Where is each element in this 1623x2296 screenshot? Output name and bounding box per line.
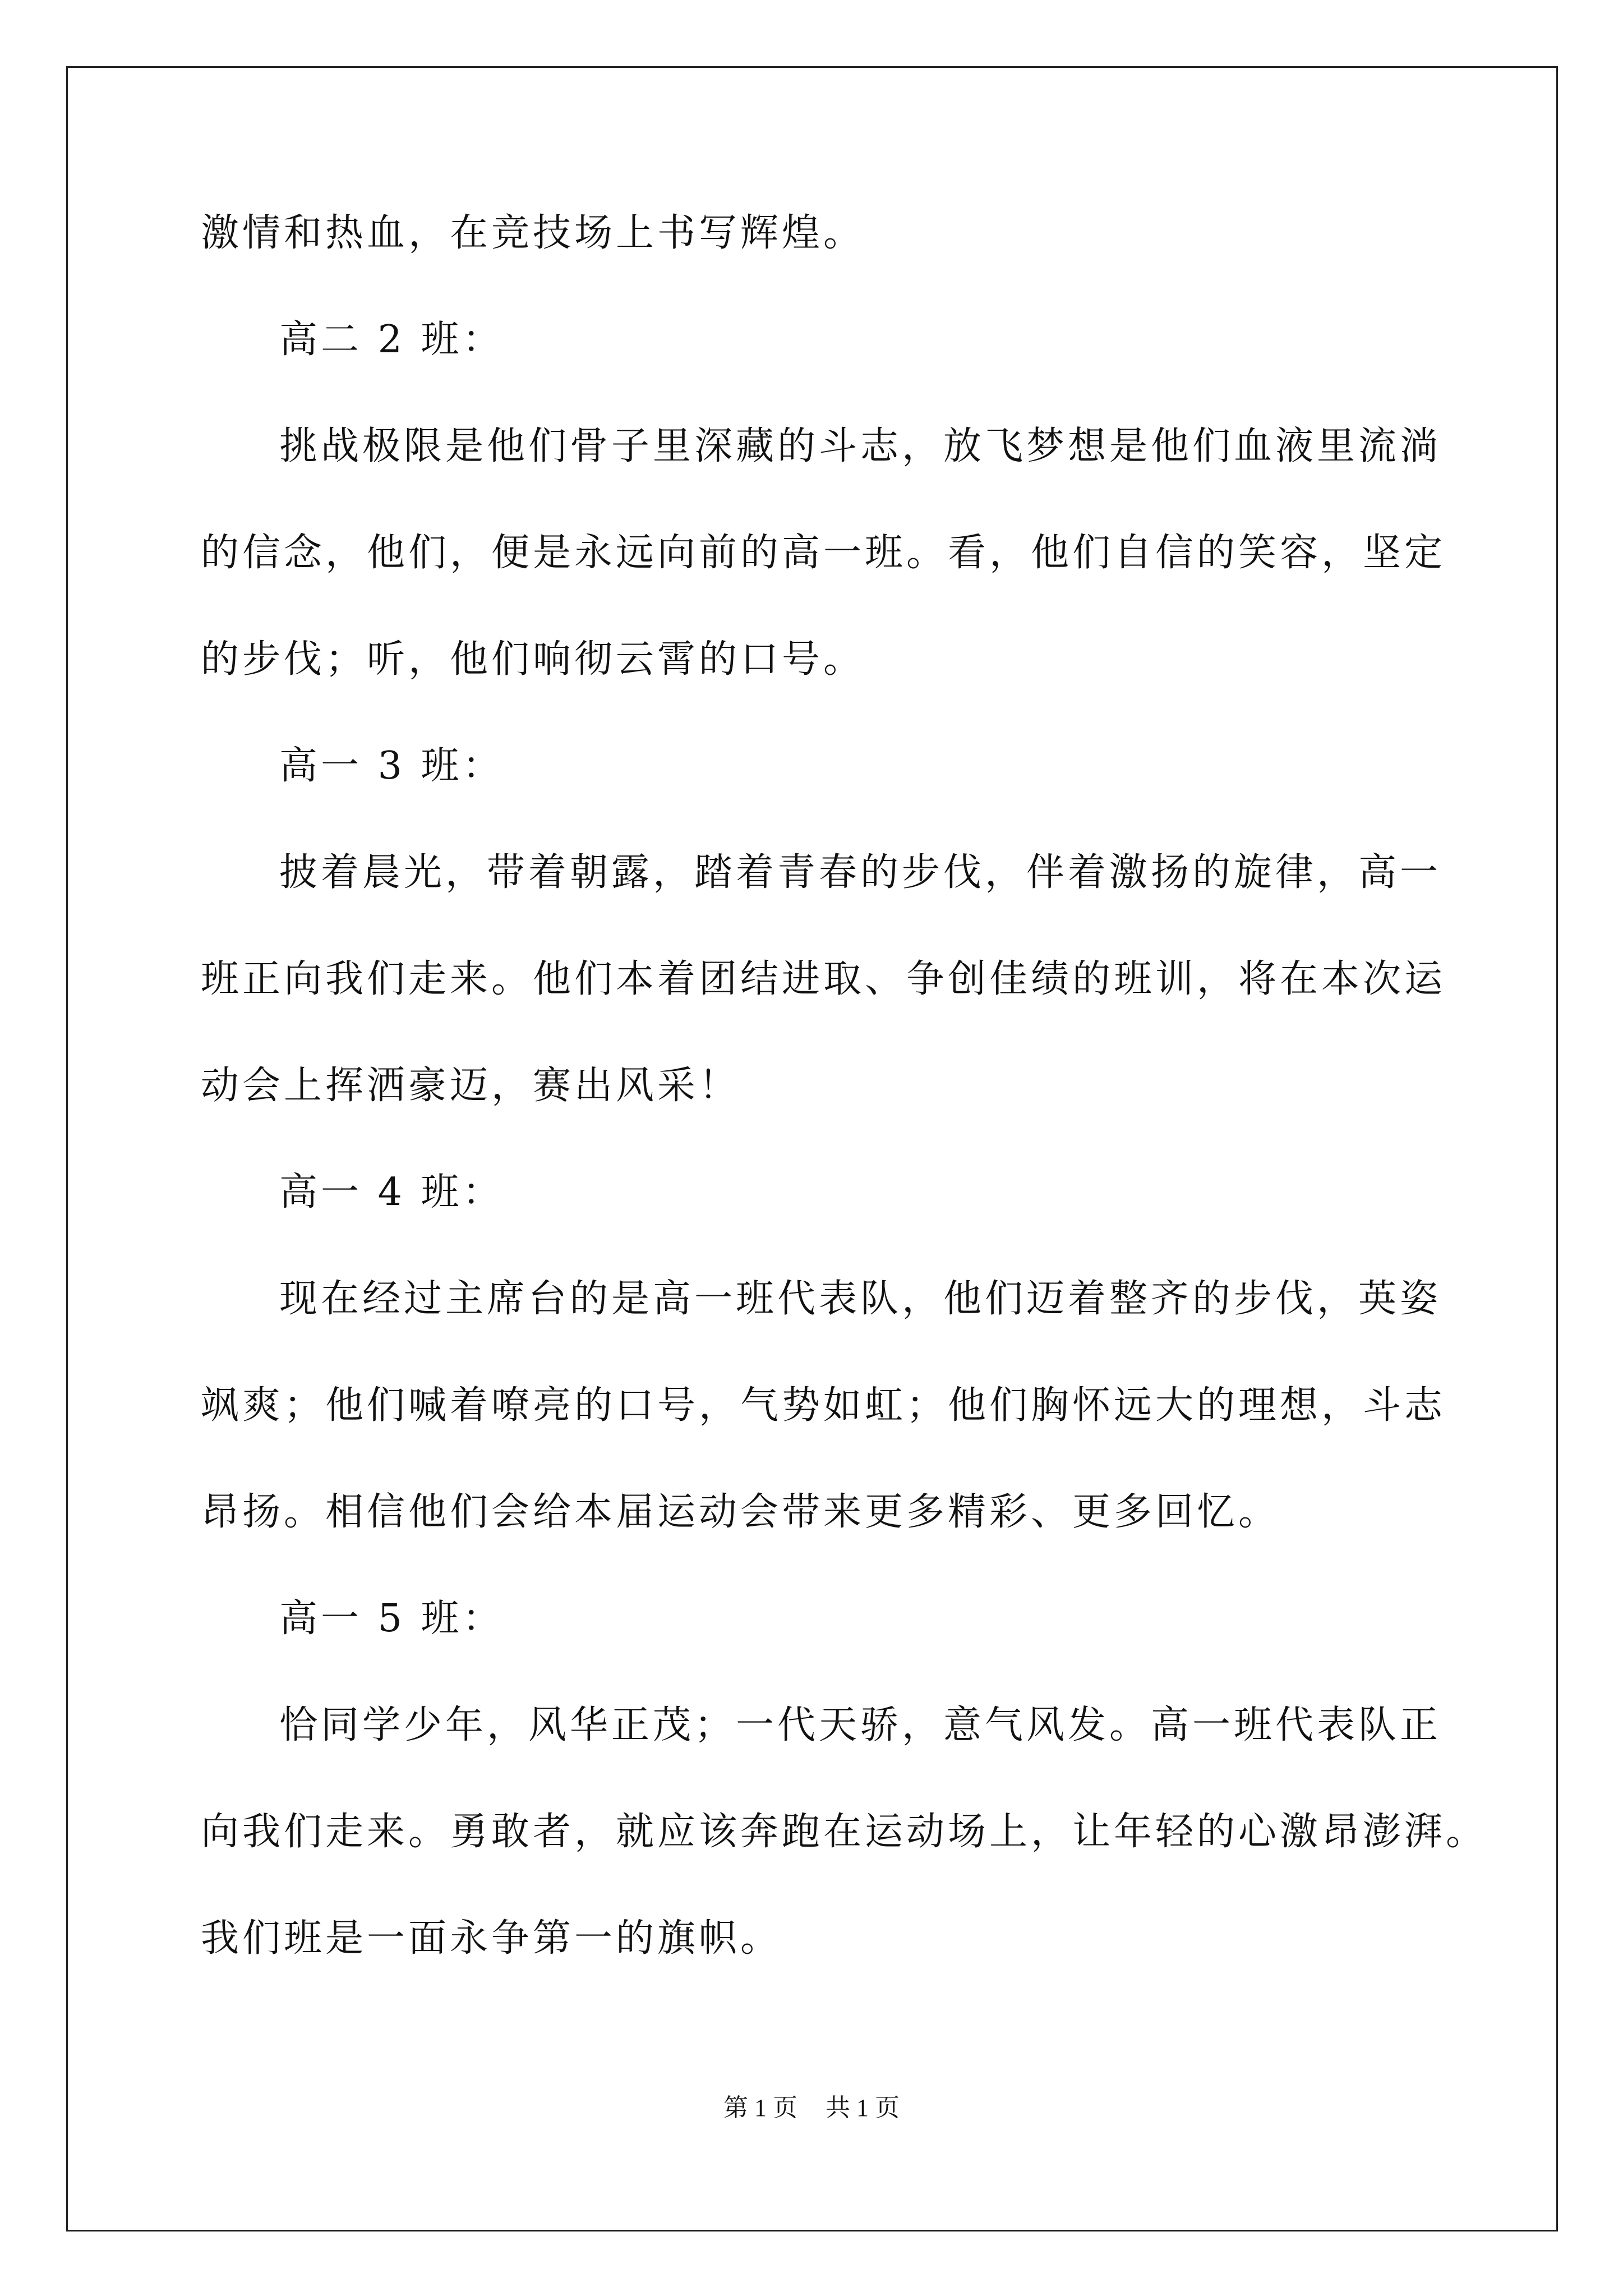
text-line: 高一 4 班： <box>279 1170 504 1214</box>
text-line: 披着晨光，带着朝露，踏着青春的步伐，伴着激扬的旋律，高一 <box>279 850 1442 895</box>
text-line: 动会上挥洒豪迈，赛出风采！ <box>201 1064 741 1108</box>
text-line: 昂扬。相信他们会给本届运动会带来更多精彩、更多回忆。 <box>201 1490 1280 1534</box>
text-line: 班正向我们走来。他们本着团结进取、争创佳绩的班训，将在本次运 <box>201 957 1446 1001</box>
text-line: 高一 3 班： <box>279 744 504 788</box>
text-line: 飒爽；他们喊着嘹亮的口号，气势如虹；他们胸怀远大的理想，斗志 <box>201 1383 1446 1428</box>
text-line: 挑战极限是他们骨子里深藏的斗志，放飞梦想是他们血液里流淌 <box>279 424 1442 468</box>
page-number: 第 1 页 <box>723 2094 797 2122</box>
page-total: 共 1 页 <box>826 2094 900 2122</box>
text-line: 激情和热血，在竞技场上书写辉煌。 <box>201 211 865 255</box>
text-line: 恰同学少年，风华正茂；一代天骄，意气风发。高一班代表队正 <box>279 1703 1442 1747</box>
text-line: 高一 5 班： <box>279 1596 504 1641</box>
text-line: 我们班是一面永争第一的旗帜。 <box>201 1916 782 1961</box>
text-line: 现在经过主席台的是高一班代表队，他们迈着整齐的步伐，英姿 <box>279 1277 1442 1321</box>
page-footer <box>0 2091 1623 2125</box>
text-line: 的步伐；听，他们响彻云霄的口号。 <box>201 637 865 682</box>
text-line: 的信念，他们，便是永远向前的高一班。看，他们自信的笑容，坚定 <box>201 531 1446 575</box>
text-line: 向我们走来。勇敢者，就应该奔跑在运动场上，让年轻的心激昂澎湃。 <box>201 1810 1488 1854</box>
document-body <box>201 208 1488 2019</box>
text-line: 高二 2 班： <box>279 318 504 362</box>
